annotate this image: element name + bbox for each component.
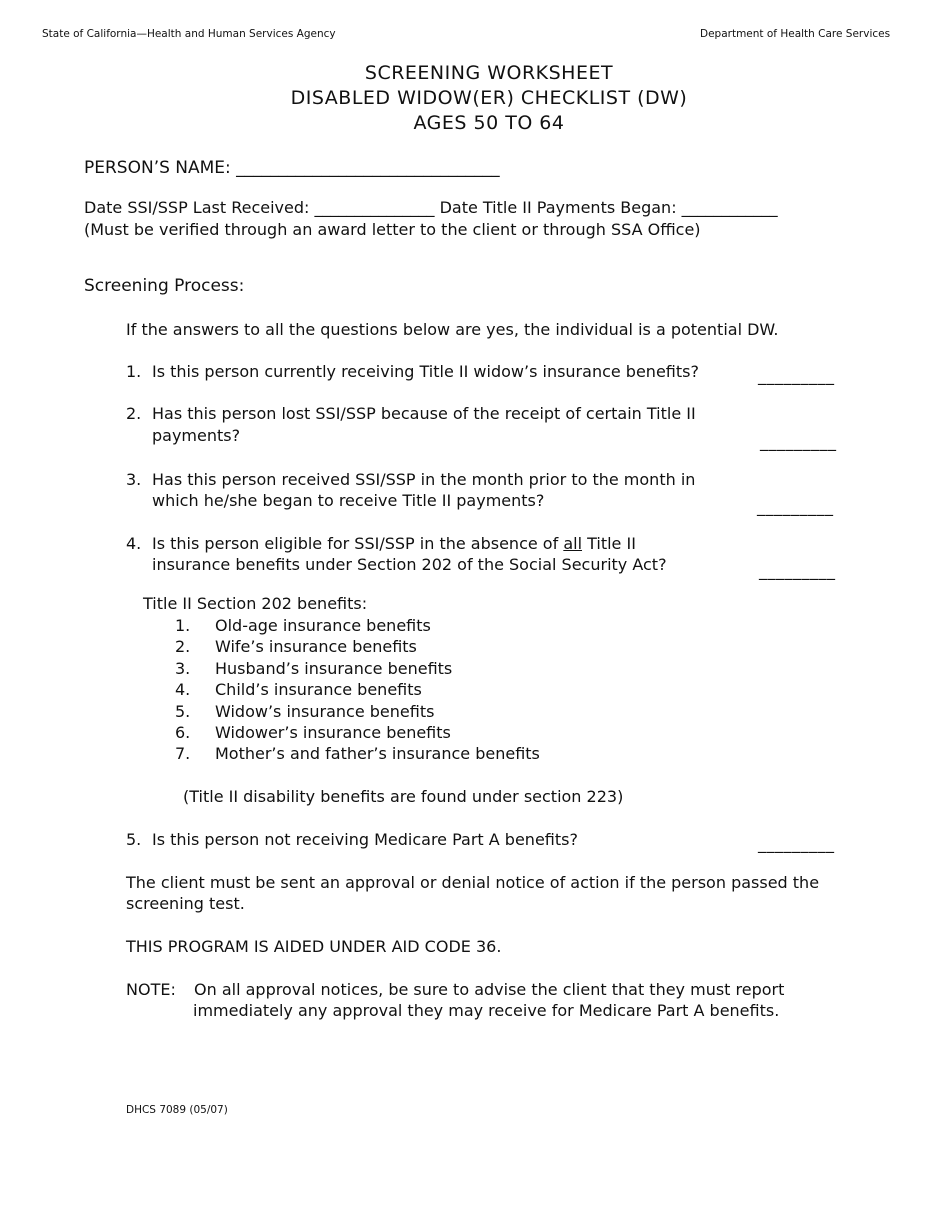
question-2-text-line-1: Has this person lost SSI/SSP because of the receipt of certain Title II bbox=[152, 404, 696, 423]
benefit-number: 6. bbox=[175, 723, 191, 742]
agency-header: State of California—Health and Human Services Agency bbox=[42, 28, 336, 40]
person-name-field[interactable]: PERSON’S NAME: _______________________________ bbox=[84, 158, 500, 178]
question-3-answer-blank[interactable]: _________ bbox=[757, 497, 834, 516]
question-4-text-a: Is this person eligible for SSI/SSP in the absence of bbox=[152, 534, 564, 553]
benefit-number: 4. bbox=[175, 680, 191, 699]
section-202-heading: Title II Section 202 benefits: bbox=[143, 594, 368, 613]
benefit-label: Widower’s insurance benefits bbox=[215, 723, 451, 742]
note-label: NOTE: bbox=[126, 980, 176, 999]
question-2-text-line-2: payments? bbox=[152, 426, 241, 445]
notice-instruction-line-2: screening test. bbox=[126, 894, 245, 913]
note-text-line-1: On all approval notices, be sure to advise the client that they must report bbox=[194, 980, 785, 999]
question-3-text-line-2: which he/she began to receive Title II payments? bbox=[152, 491, 545, 510]
question-5-text: Is this person not receiving Medicare Part A benefits? bbox=[152, 830, 578, 849]
screening-intro: If the answers to all the questions below are yes, the individual is a potential DW. bbox=[126, 320, 779, 339]
benefit-label: Child’s insurance benefits bbox=[215, 680, 422, 699]
benefit-label: Widow’s insurance benefits bbox=[215, 702, 435, 721]
benefit-number: 7. bbox=[175, 744, 191, 763]
notice-instruction-line-1: The client must be sent an approval or denial notice of action if the person passed the bbox=[126, 873, 820, 892]
dates-field-line[interactable]: Date SSI/SSP Last Received: _______________ Date Title II Payments Began: ____________ bbox=[84, 198, 778, 217]
question-2-number: 2. bbox=[126, 404, 142, 423]
form-id: DHCS 7089 (05/07) bbox=[126, 1104, 228, 1116]
question-3-text-line-1: Has this person received SSI/SSP in the month prior to the month in bbox=[152, 470, 696, 489]
benefit-number: 3. bbox=[175, 659, 191, 678]
disability-benefits-note: (Title II disability benefits are found under section 223) bbox=[183, 787, 624, 806]
benefit-label: Old-age insurance benefits bbox=[215, 616, 431, 635]
question-3-number: 3. bbox=[126, 470, 142, 489]
question-4-text-b: Title II bbox=[582, 534, 636, 553]
benefit-label: Wife’s insurance benefits bbox=[215, 637, 417, 656]
question-4-text-line-2: insurance benefits under Section 202 of the Social Security Act? bbox=[152, 555, 667, 574]
note-text-line-2: immediately any approval they may receive for Medicare Part A benefits. bbox=[193, 1001, 780, 1020]
aid-code-statement: THIS PROGRAM IS AIDED UNDER AID CODE 36. bbox=[126, 937, 502, 956]
question-5-number: 5. bbox=[126, 830, 142, 849]
question-4-underlined-all: all bbox=[563, 534, 583, 553]
question-4-answer-blank[interactable]: _________ bbox=[759, 561, 836, 580]
question-1-answer-blank[interactable]: _________ bbox=[758, 366, 835, 385]
benefit-number: 1. bbox=[175, 616, 191, 635]
screening-heading: Screening Process: bbox=[84, 276, 245, 296]
question-5-answer-blank[interactable]: _________ bbox=[758, 834, 835, 853]
department-header: Department of Health Care Services bbox=[700, 28, 891, 40]
question-4-number: 4. bbox=[126, 534, 142, 553]
dates-verification-note: (Must be verified through an award letter to the client or through SSA Office) bbox=[84, 220, 701, 239]
benefit-label: Husband’s insurance benefits bbox=[215, 659, 453, 678]
benefit-number: 2. bbox=[175, 637, 191, 656]
title-line-3: AGES 50 TO 64 bbox=[413, 112, 565, 134]
title-line-2: DISABLED WIDOW(ER) CHECKLIST (DW) bbox=[290, 87, 688, 109]
benefit-label: Mother’s and father’s insurance benefits bbox=[215, 744, 540, 763]
benefit-number: 5. bbox=[175, 702, 191, 721]
title-line-1: SCREENING WORKSHEET bbox=[364, 62, 614, 84]
question-1-text: Is this person currently receiving Title II widow’s insurance benefits? bbox=[152, 362, 699, 381]
question-1-number: 1. bbox=[126, 362, 142, 381]
question-4-text-line-1 bbox=[152, 534, 636, 553]
question-2-answer-blank[interactable]: _________ bbox=[760, 432, 837, 451]
